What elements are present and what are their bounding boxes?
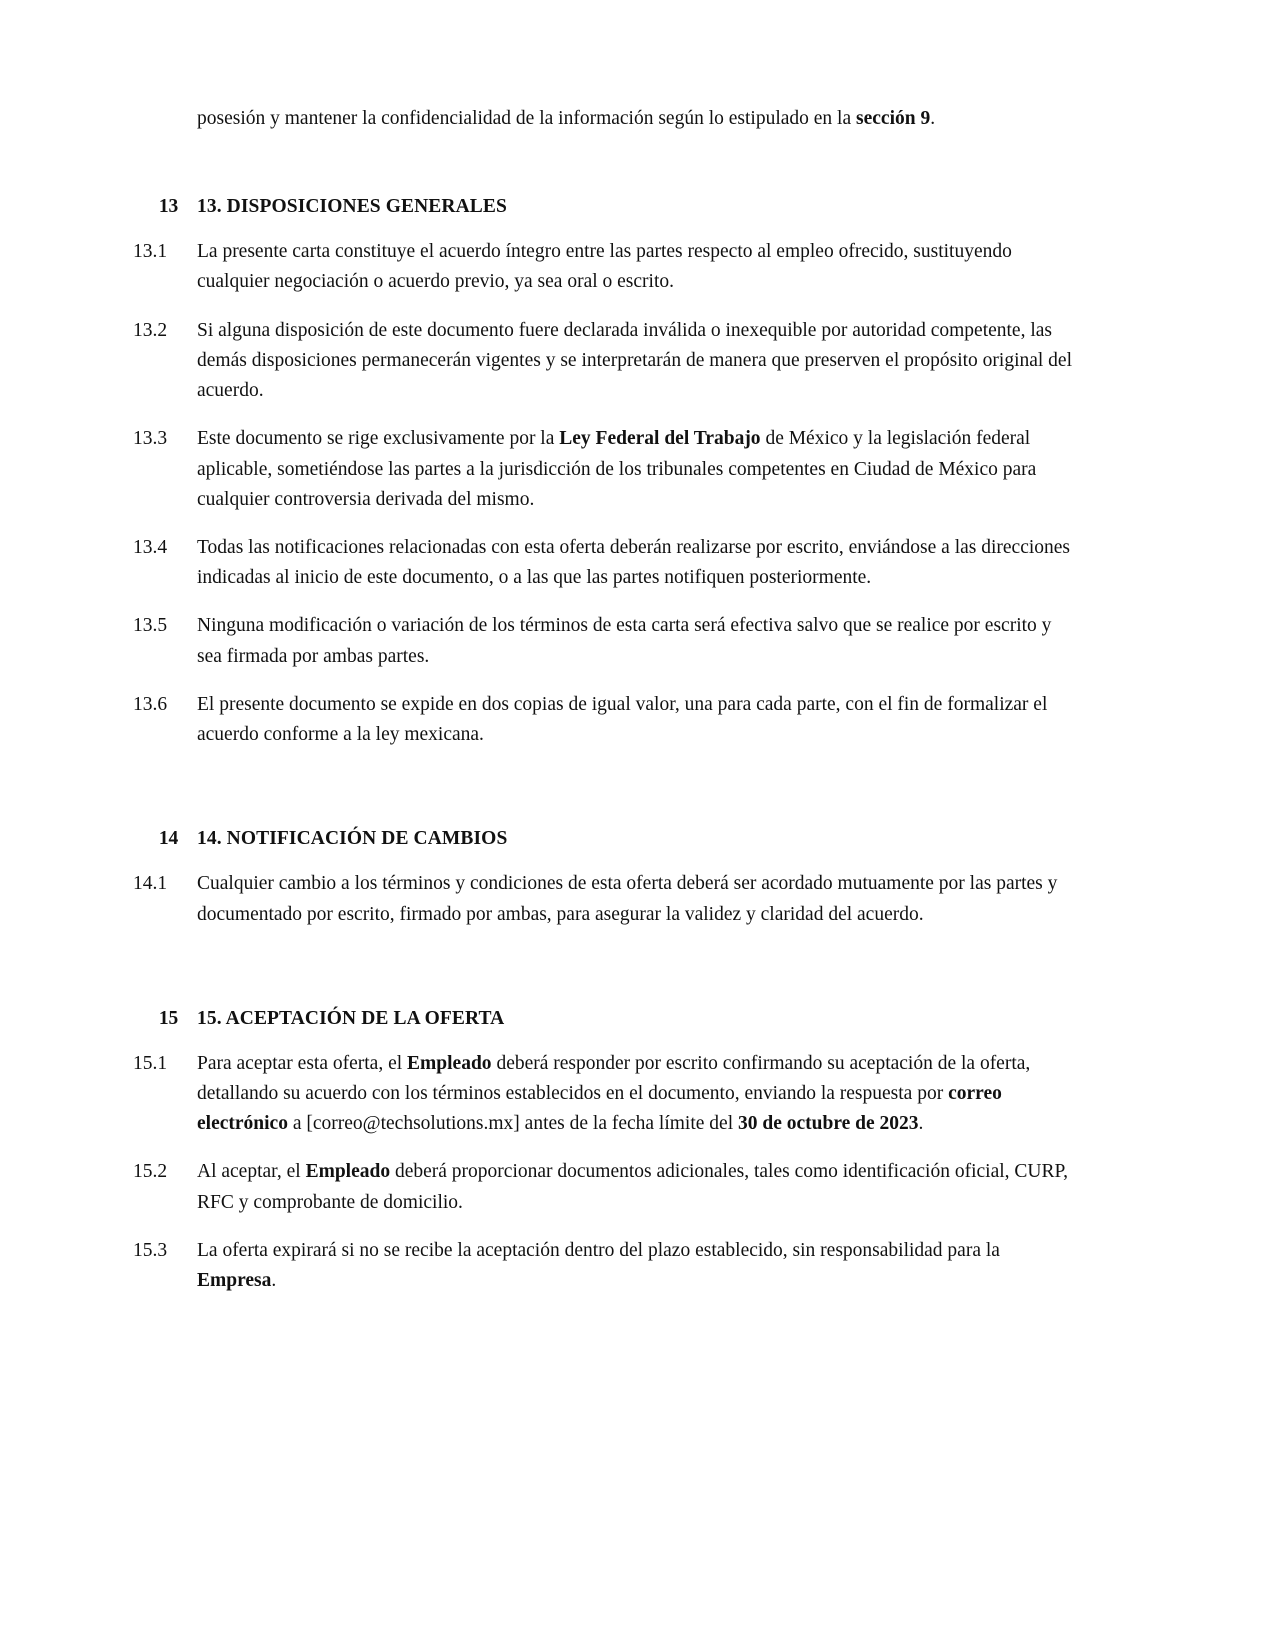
continuation-text-post: . (930, 108, 936, 129)
clause-number: 15.1 (133, 1052, 168, 1074)
clause-text-run: Si alguna disposición de este documento fuere declarada inválida o inexequible por autoridad competente, las demás disposiciones permanecerán vigentes y se interpretarán de manera que preserven el propósito original del acuerdo. (197, 319, 1073, 402)
clause-text-run: . (271, 1270, 277, 1292)
clause-text-run: deberá proporcionar documentos adicionales, tales como identificación oficial, CURP, RFC y comprobante de domicilio. (197, 1161, 1069, 1213)
spacer (133, 1030, 1075, 1049)
section-heading (133, 828, 1075, 850)
clause-text-run: La oferta expirará si no se recibe la aceptación dentro del plazo establecido, sin responsabilidad para la (197, 1239, 1000, 1261)
section-number: 13 (158, 196, 178, 218)
section-heading (133, 1008, 1075, 1030)
clause-text-emphasis: Ley Federal del Trabajo (559, 428, 761, 450)
clause-row (133, 533, 1075, 593)
spacer (133, 1218, 1075, 1236)
clause-text (197, 316, 1075, 407)
clause-text-run: . (918, 1113, 924, 1135)
section-heading (133, 196, 1075, 218)
spacer (133, 218, 1075, 237)
clause-text (197, 1049, 1075, 1140)
clause-text-run: La presente carta constituye el acuerdo íntegro entre las partes respecto al empleo ofrecido, sustituyendo cualquier negociación o acuerdo previo, ya sea oral o escrito. (197, 241, 1012, 293)
clause-row (133, 1049, 1075, 1140)
clause-text (197, 1157, 1075, 1217)
clause-text (197, 533, 1075, 593)
clause-text-run: El presente documento se expide en dos copias de igual valor, una para cada parte, con el fin de formalizar el acuerdo conforme a la ley mexicana. (197, 693, 1048, 746)
clause-text-run: Este documento se rige exclusivamente por la (197, 428, 560, 450)
continuation-text-pre: posesión y mantener la confidencialidad de la información según lo estipulado en la (197, 108, 857, 129)
clause-number: 13.5 (133, 615, 168, 637)
clause-row (133, 869, 1075, 929)
spacer (133, 515, 1075, 533)
clause-text-emphasis: Empleado (407, 1052, 492, 1074)
section-title: 13. DISPOSICIONES GENERALES (197, 196, 507, 218)
clause-row (133, 237, 1075, 297)
clause-text-run: Para aceptar esta oferta, el (197, 1052, 408, 1074)
clause-text-run: Al aceptar, el (197, 1161, 306, 1183)
clause-number: 13.2 (133, 319, 168, 341)
clause-row (133, 611, 1075, 671)
spacer (133, 134, 1075, 196)
clause-row (133, 424, 1075, 515)
clause-number: 15.2 (133, 1161, 168, 1183)
clause-row (133, 1236, 1075, 1296)
clause-row (133, 1157, 1075, 1217)
spacer (133, 672, 1075, 690)
continuation-text-bold: sección 9 (856, 108, 931, 129)
clause-number: 14.1 (133, 873, 168, 895)
spacer (133, 1139, 1075, 1157)
sections-container (133, 196, 1075, 1296)
clause-text-emphasis: Empleado (305, 1161, 391, 1183)
spacer (133, 298, 1075, 316)
clause-number: 13.6 (133, 693, 168, 715)
section-number: 14 (158, 828, 178, 850)
clause-text-emphasis: Empresa (197, 1270, 272, 1292)
clause-text (197, 611, 1075, 671)
spacer (133, 750, 1075, 828)
clause-number: 13.3 (133, 428, 168, 450)
clause-text (197, 690, 1075, 750)
clause-text-emphasis: correo electrónico (197, 1082, 1002, 1135)
spacer (133, 593, 1075, 611)
clause-number: 13.1 (133, 241, 168, 263)
clause-text (197, 869, 1075, 929)
clause-text-run: Cualquier cambio a los términos y condiciones de esta oferta deberá ser acordado mutuamente por las partes y documentado por escrito, firmado por ambas, para asegurar la validez y claridad del acuerdo. (197, 873, 1058, 925)
clause-number: 15.3 (133, 1239, 168, 1261)
clause-row (133, 316, 1075, 407)
clause-number: 13.4 (133, 536, 168, 558)
clause-text-emphasis: 30 de octubre de 2023 (738, 1113, 919, 1135)
section-title: 15. ACEPTACIÓN DE LA OFERTA (197, 1007, 505, 1029)
clause-text-run: Todas las notificaciones relacionadas con esta oferta deberán realizarse por escrito, enviándose a las direcciones indicadas al inicio de este documento, o a las que las partes notifiquen posteriormente. (197, 536, 1071, 589)
section-number: 15 (158, 1007, 178, 1029)
clause-text (197, 237, 1075, 297)
spacer (133, 406, 1075, 424)
clause-text (197, 1236, 1075, 1296)
spacer (133, 850, 1075, 869)
section-title: 14. NOTIFICACIÓN DE CAMBIOS (197, 828, 508, 850)
clause-text-run: de México y la legislación federal aplicable, sometiéndose las partes a la jurisdicción de los tribunales competentes en Ciudad de México para cualquier controversia derivada del mismo. (197, 428, 1037, 510)
clause-row (133, 690, 1075, 750)
clause-text-run: deberá responder por escrito confirmando su aceptación de la oferta, detallando su acuerdo con los términos establecidos en el documento, enviando la respuesta por (197, 1052, 1031, 1104)
spacer (133, 930, 1075, 1008)
continuation-paragraph (197, 104, 1075, 134)
clause-text (197, 424, 1075, 515)
clause-text-run: Ninguna modificación o variación de los términos de esta carta será efectiva salvo que se realice por escrito y sea firmada por ambas partes. (197, 615, 1052, 667)
clause-text-run: a [correo@techsolutions.mx] antes de la fecha límite del (287, 1113, 738, 1135)
